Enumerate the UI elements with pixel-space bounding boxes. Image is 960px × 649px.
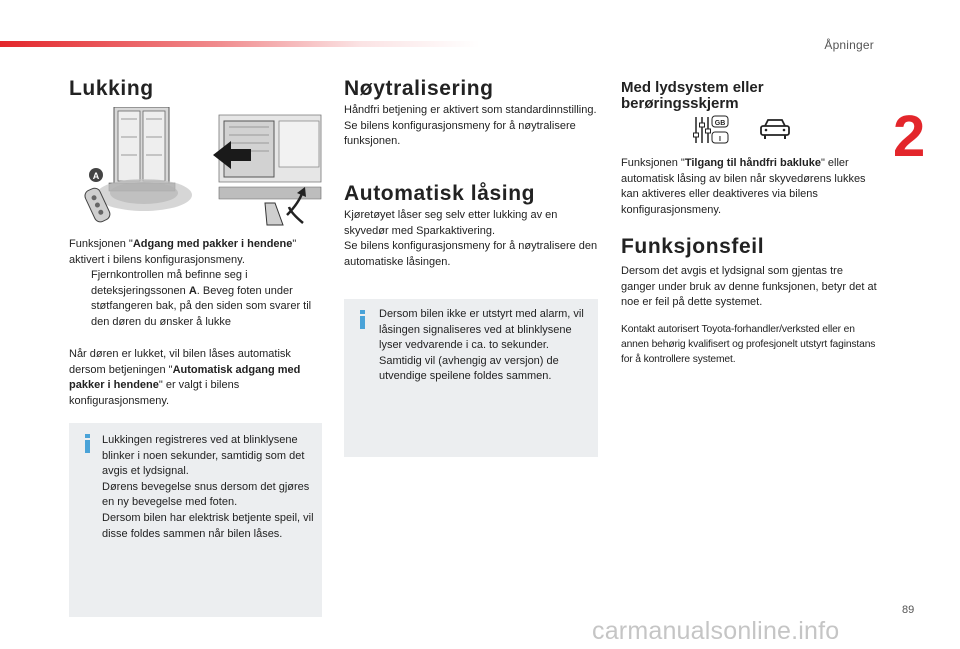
chapter-number: 2: [893, 104, 926, 169]
watermark: carmanualsonline.info: [592, 617, 840, 645]
lukking-paragraph-1: Funksjonen "Adgang med pakker i hendene" aktivert i bilens konfigurasjonsmeny.: [69, 238, 297, 266]
automatisk-title: Automatisk låsing: [344, 182, 536, 205]
noytralisering-text: Håndfri betjening er aktivert som standardinnstilling. Se bilens konfigurasjonsmeny for å nøytralisere funksjonen.: [344, 104, 597, 147]
page-number: 89: [902, 604, 915, 616]
funksjonsfeil-paragraph-1: Dersom det avgis et lydsignal som gjentas tre ganger under bruk av denne funksjonen, betyr det at noe er feil på dette systemet.: [621, 265, 877, 308]
funksjonsfeil-title: Funksjonsfeil: [621, 235, 765, 258]
noytralisering-title: Nøytralisering: [344, 77, 494, 100]
settings-sliders-icon: [693, 115, 729, 145]
lydsystem-text: Funksjonen "Tilgang til håndfri bakluke" eller automatisk låsing av bilen når skyvedørens lukkes kan aktiveres eller deaktiveres via bilens konfigurasjonsmeny.: [621, 157, 866, 216]
lukking-info-box: [69, 423, 322, 617]
figure-label-a: A: [92, 171, 100, 181]
header-accent-bar: [0, 41, 480, 47]
lukking-paragraph-2: Når døren er lukket, vil bilen låses automatisk dersom betjeningen "Automatisk adgang med pakker i hendene" er valgt i bilens konfigurasjonsmeny.: [69, 348, 301, 407]
lydsystem-title: Med lydsystem eller berøringsskjerm: [621, 79, 764, 112]
lukking-info-text: Lukkingen registreres ved at blinklysene blinker i noen sekunder, samtidig som det avgis et lydsignal. Dørens bevegelse snus dersom det gjøres en ny bevegelse med foten. Dersom bilen har elektrisk betjente speil, vil disse foldes sammen når bilen låses.: [102, 434, 314, 540]
section-title: Åpninger: [824, 38, 874, 52]
funksjonsfeil-paragraph-2: Kontakt autorisert Toyota-forhandler/verksted eller en annen behørig kvalifisert og profesjonelt utstyrt faginstans for å kontrollere systemet.: [621, 324, 876, 365]
automatisk-info-box: [344, 299, 598, 457]
car-icon: [759, 117, 791, 141]
automatisk-info-text: Dersom bilen ikke er utstyrt med alarm, vil låsingen signaliseres ved at blinklysene lyser vedvarende i ca. to sekunder. Samtidig vil (avhengig av versjon) de utvendige speilene foldes sammen.: [379, 308, 584, 383]
gb-badge: GB: [714, 120, 726, 127]
i-badge: I: [719, 136, 721, 143]
info-icon: [81, 434, 95, 454]
automatisk-text: Kjøretøyet låser seg selv etter lukking av en skyvedør med Sparkaktivering. Se bilens konfigurasjonsmeny for å nøytralisere den automatiske låsingen.: [344, 209, 598, 268]
lukking-illustration: [69, 107, 322, 229]
lukking-bullet: Fjernkontrollen må befinne seg i deteksjeringssonen A. Beveg foten under støtfangeren bak, på den siden som svarer til den døren du ønsker å lukke: [91, 269, 312, 328]
lukking-title: Lukking: [69, 77, 154, 100]
info-icon: [356, 310, 370, 330]
